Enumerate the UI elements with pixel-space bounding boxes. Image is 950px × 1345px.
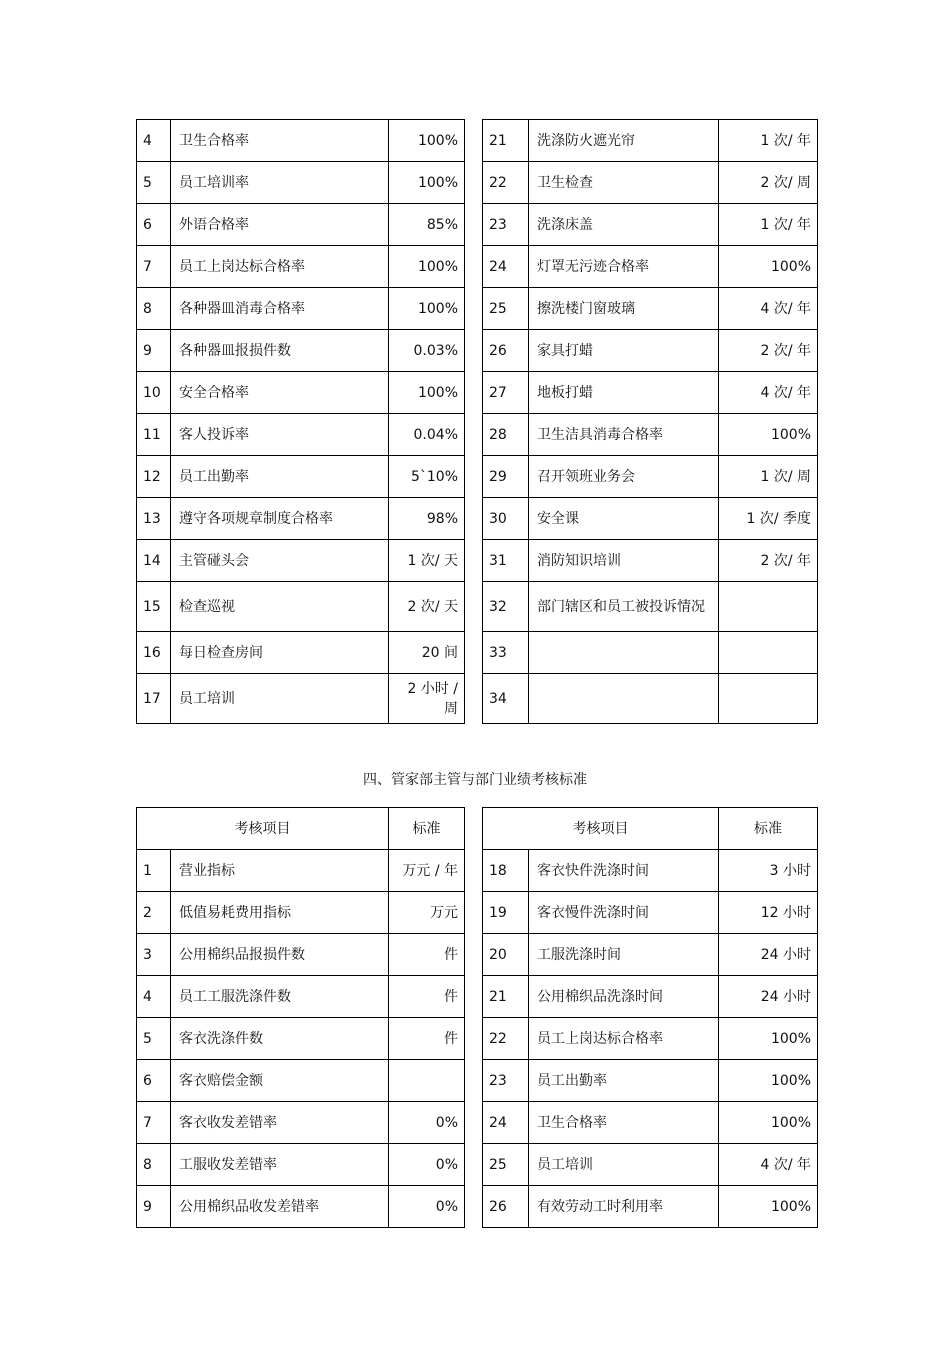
- item-number-left: 9: [137, 1186, 171, 1228]
- column-gap: [465, 1060, 483, 1102]
- item-name-left: 客衣赔偿金额: [171, 1060, 389, 1102]
- header-item-right: 考核项目: [483, 808, 719, 850]
- item-number-left: 6: [137, 204, 171, 246]
- column-gap: [465, 498, 483, 540]
- item-standard-right: 1 次/ 季度: [719, 498, 818, 540]
- item-standard-left: 万元: [389, 892, 465, 934]
- column-gap: [465, 246, 483, 288]
- item-name-left: 外语合格率: [171, 204, 389, 246]
- item-number-right: 26: [483, 1186, 529, 1228]
- item-number-left: 9: [137, 330, 171, 372]
- item-standard-right: 4 次/ 年: [719, 372, 818, 414]
- item-standard-right: 1 次/ 年: [719, 204, 818, 246]
- table-row: [137, 372, 818, 414]
- item-standard-left: 0%: [389, 1144, 465, 1186]
- item-number-right: 33: [483, 632, 529, 674]
- table-row: [137, 540, 818, 582]
- column-gap: [465, 372, 483, 414]
- item-standard-left: 2 次/ 天: [389, 582, 465, 632]
- column-gap: [465, 204, 483, 246]
- item-number-right: 23: [483, 1060, 529, 1102]
- table-row: [137, 414, 818, 456]
- item-standard-left: 100%: [389, 246, 465, 288]
- item-standard-left: 0.04%: [389, 414, 465, 456]
- item-name-left: 低值易耗费用指标: [171, 892, 389, 934]
- item-standard-right: 12 小时: [719, 892, 818, 934]
- item-standard-left: 1 次/ 天: [389, 540, 465, 582]
- item-name-right: 洗涤床盖: [529, 204, 719, 246]
- item-number-left: 15: [137, 582, 171, 632]
- item-number-left: 10: [137, 372, 171, 414]
- item-name-right: 有效劳动工时利用率: [529, 1186, 719, 1228]
- column-gap: [465, 1144, 483, 1186]
- item-name-right: 卫生洁具消毒合格率: [529, 414, 719, 456]
- column-gap: [465, 976, 483, 1018]
- column-gap: [465, 540, 483, 582]
- item-name-right: 灯罩无污迹合格率: [529, 246, 719, 288]
- column-gap: [465, 1186, 483, 1228]
- item-number-right: 29: [483, 456, 529, 498]
- column-gap: [465, 632, 483, 674]
- table-header-row: [137, 808, 818, 850]
- item-name-left: 员工培训率: [171, 162, 389, 204]
- table-row: [137, 246, 818, 288]
- item-standard-left: 件: [389, 934, 465, 976]
- table-row: [137, 120, 818, 162]
- item-standard-right: 1 次/ 年: [719, 120, 818, 162]
- item-number-right: 20: [483, 934, 529, 976]
- item-number-left: 5: [137, 162, 171, 204]
- item-standard-left: 100%: [389, 288, 465, 330]
- column-gap: [465, 1018, 483, 1060]
- table-row: [137, 162, 818, 204]
- item-name-right: 安全课: [529, 498, 719, 540]
- item-name-right: 客衣快件洗涤时间: [529, 850, 719, 892]
- item-number-right: 26: [483, 330, 529, 372]
- column-gap: [465, 162, 483, 204]
- item-number-right: 25: [483, 288, 529, 330]
- item-number-left: 14: [137, 540, 171, 582]
- column-gap: [465, 582, 483, 632]
- item-standard-left: [389, 1060, 465, 1102]
- table-row: [137, 632, 818, 674]
- item-name-right: 客衣慢件洗涤时间: [529, 892, 719, 934]
- table-row: [137, 1102, 818, 1144]
- item-standard-right: 100%: [719, 414, 818, 456]
- item-number-left: 8: [137, 288, 171, 330]
- item-name-left: 主管碰头会: [171, 540, 389, 582]
- item-standard-left: 万元 / 年: [389, 850, 465, 892]
- item-standard-left: 100%: [389, 120, 465, 162]
- item-standard-left: 件: [389, 1018, 465, 1060]
- item-number-right: 24: [483, 246, 529, 288]
- column-gap: [465, 120, 483, 162]
- item-name-left: 营业指标: [171, 850, 389, 892]
- item-standard-right: 100%: [719, 1018, 818, 1060]
- item-standard-left: 100%: [389, 162, 465, 204]
- item-number-left: 3: [137, 934, 171, 976]
- table-row: [137, 330, 818, 372]
- table-row: [137, 674, 818, 724]
- column-gap: [465, 1102, 483, 1144]
- header-std-left: 标准: [389, 808, 465, 850]
- item-standard-right: 2 次/ 年: [719, 540, 818, 582]
- table-row: [137, 976, 818, 1018]
- item-number-right: 24: [483, 1102, 529, 1144]
- column-gap: [465, 892, 483, 934]
- item-standard-right: [719, 632, 818, 674]
- table-row: [137, 1018, 818, 1060]
- section-title: 四、管家部主管与部门业绩考核标准: [363, 772, 587, 788]
- header-std-right: 标准: [719, 808, 818, 850]
- item-name-right: 员工培训: [529, 1144, 719, 1186]
- item-name-left: 公用棉织品报损件数: [171, 934, 389, 976]
- item-number-left: 17: [137, 674, 171, 724]
- table-row: [137, 204, 818, 246]
- item-number-right: 28: [483, 414, 529, 456]
- item-name-right: 卫生合格率: [529, 1102, 719, 1144]
- item-name-right: 消防知识培训: [529, 540, 719, 582]
- item-number-right: 30: [483, 498, 529, 540]
- item-standard-left: 98%: [389, 498, 465, 540]
- item-name-left: 客衣收发差错率: [171, 1102, 389, 1144]
- item-name-right: 公用棉织品洗涤时间: [529, 976, 719, 1018]
- item-standard-right: [719, 582, 818, 632]
- item-name-left: 各种器皿消毒合格率: [171, 288, 389, 330]
- item-standard-right: 4 次/ 年: [719, 288, 818, 330]
- item-number-right: 25: [483, 1144, 529, 1186]
- item-name-left: 客衣洗涤件数: [171, 1018, 389, 1060]
- item-standard-right: 3 小时: [719, 850, 818, 892]
- item-number-right: 21: [483, 120, 529, 162]
- item-number-right: 22: [483, 162, 529, 204]
- item-name-right: [529, 674, 719, 724]
- item-name-left: 安全合格率: [171, 372, 389, 414]
- item-name-right: 工服洗涤时间: [529, 934, 719, 976]
- item-name-left: 员工上岗达标合格率: [171, 246, 389, 288]
- table-row: [137, 1060, 818, 1102]
- item-number-right: 31: [483, 540, 529, 582]
- item-standard-right: 100%: [719, 1060, 818, 1102]
- item-name-left: 公用棉织品收发差错率: [171, 1186, 389, 1228]
- item-name-left: 遵守各项规章制度合格率: [171, 498, 389, 540]
- table-row: [137, 850, 818, 892]
- item-number-left: 7: [137, 1102, 171, 1144]
- item-number-left: 2: [137, 892, 171, 934]
- table-row: [137, 1144, 818, 1186]
- column-gap: [465, 414, 483, 456]
- item-number-right: 34: [483, 674, 529, 724]
- item-standard-left: 0%: [389, 1102, 465, 1144]
- item-name-left: 工服收发差错率: [171, 1144, 389, 1186]
- item-number-left: 12: [137, 456, 171, 498]
- column-gap: [465, 288, 483, 330]
- column-gap: [465, 850, 483, 892]
- item-name-left: 检查巡视: [171, 582, 389, 632]
- item-standard-left: 85%: [389, 204, 465, 246]
- item-standard-left: 2 小时 / 周: [389, 674, 465, 724]
- item-name-left: 客人投诉率: [171, 414, 389, 456]
- item-number-right: 22: [483, 1018, 529, 1060]
- item-name-right: [529, 632, 719, 674]
- item-number-left: 5: [137, 1018, 171, 1060]
- standards-table-2: [136, 807, 818, 1228]
- item-name-right: 地板打蜡: [529, 372, 719, 414]
- item-name-right: 召开领班业务会: [529, 456, 719, 498]
- item-number-right: 21: [483, 976, 529, 1018]
- item-name-left: 员工出勤率: [171, 456, 389, 498]
- table-row: [137, 582, 818, 632]
- item-number-left: 1: [137, 850, 171, 892]
- item-number-right: 19: [483, 892, 529, 934]
- item-name-right: 部门辖区和员工被投诉情况: [529, 582, 719, 632]
- item-standard-right: 100%: [719, 246, 818, 288]
- item-standard-right: [719, 674, 818, 724]
- item-standard-left: 100%: [389, 372, 465, 414]
- item-number-left: 8: [137, 1144, 171, 1186]
- item-standard-right: 2 次/ 周: [719, 162, 818, 204]
- item-name-right: 员工出勤率: [529, 1060, 719, 1102]
- item-name-right: 擦洗楼门窗玻璃: [529, 288, 719, 330]
- item-standard-right: 24 小时: [719, 934, 818, 976]
- table-row: [137, 1186, 818, 1228]
- table-row: [137, 498, 818, 540]
- item-name-left: 员工培训: [171, 674, 389, 724]
- item-name-left: 员工工服洗涤件数: [171, 976, 389, 1018]
- item-name-right: 卫生检查: [529, 162, 719, 204]
- item-name-right: 家具打蜡: [529, 330, 719, 372]
- item-name-left: 每日检查房间: [171, 632, 389, 674]
- item-standard-right: 2 次/ 年: [719, 330, 818, 372]
- item-number-left: 11: [137, 414, 171, 456]
- item-standard-right: 4 次/ 年: [719, 1144, 818, 1186]
- column-gap: [465, 674, 483, 724]
- column-gap: [465, 456, 483, 498]
- item-standard-left: 0.03%: [389, 330, 465, 372]
- item-number-left: 16: [137, 632, 171, 674]
- item-standard-right: 24 小时: [719, 976, 818, 1018]
- column-gap: [465, 808, 483, 850]
- item-number-left: 4: [137, 976, 171, 1018]
- item-number-right: 18: [483, 850, 529, 892]
- header-item-left: 考核项目: [137, 808, 389, 850]
- table-row: [137, 288, 818, 330]
- standards-table-1: [136, 119, 818, 724]
- item-name-left: 各种器皿报损件数: [171, 330, 389, 372]
- item-number-right: 27: [483, 372, 529, 414]
- table-row: [137, 456, 818, 498]
- item-standard-left: 0%: [389, 1186, 465, 1228]
- item-standard-left: 5`10%: [389, 456, 465, 498]
- item-standard-left: 件: [389, 976, 465, 1018]
- item-number-left: 7: [137, 246, 171, 288]
- item-name-right: 洗涤防火遮光帘: [529, 120, 719, 162]
- item-number-left: 4: [137, 120, 171, 162]
- item-number-right: 23: [483, 204, 529, 246]
- item-standard-right: 100%: [719, 1102, 818, 1144]
- item-number-right: 32: [483, 582, 529, 632]
- item-name-left: 卫生合格率: [171, 120, 389, 162]
- item-standard-right: 100%: [719, 1186, 818, 1228]
- column-gap: [465, 330, 483, 372]
- item-number-left: 6: [137, 1060, 171, 1102]
- item-standard-right: 1 次/ 周: [719, 456, 818, 498]
- item-number-left: 13: [137, 498, 171, 540]
- table-row: [137, 934, 818, 976]
- item-name-right: 员工上岗达标合格率: [529, 1018, 719, 1060]
- column-gap: [465, 934, 483, 976]
- table-row: [137, 892, 818, 934]
- item-standard-left: 20 间: [389, 632, 465, 674]
